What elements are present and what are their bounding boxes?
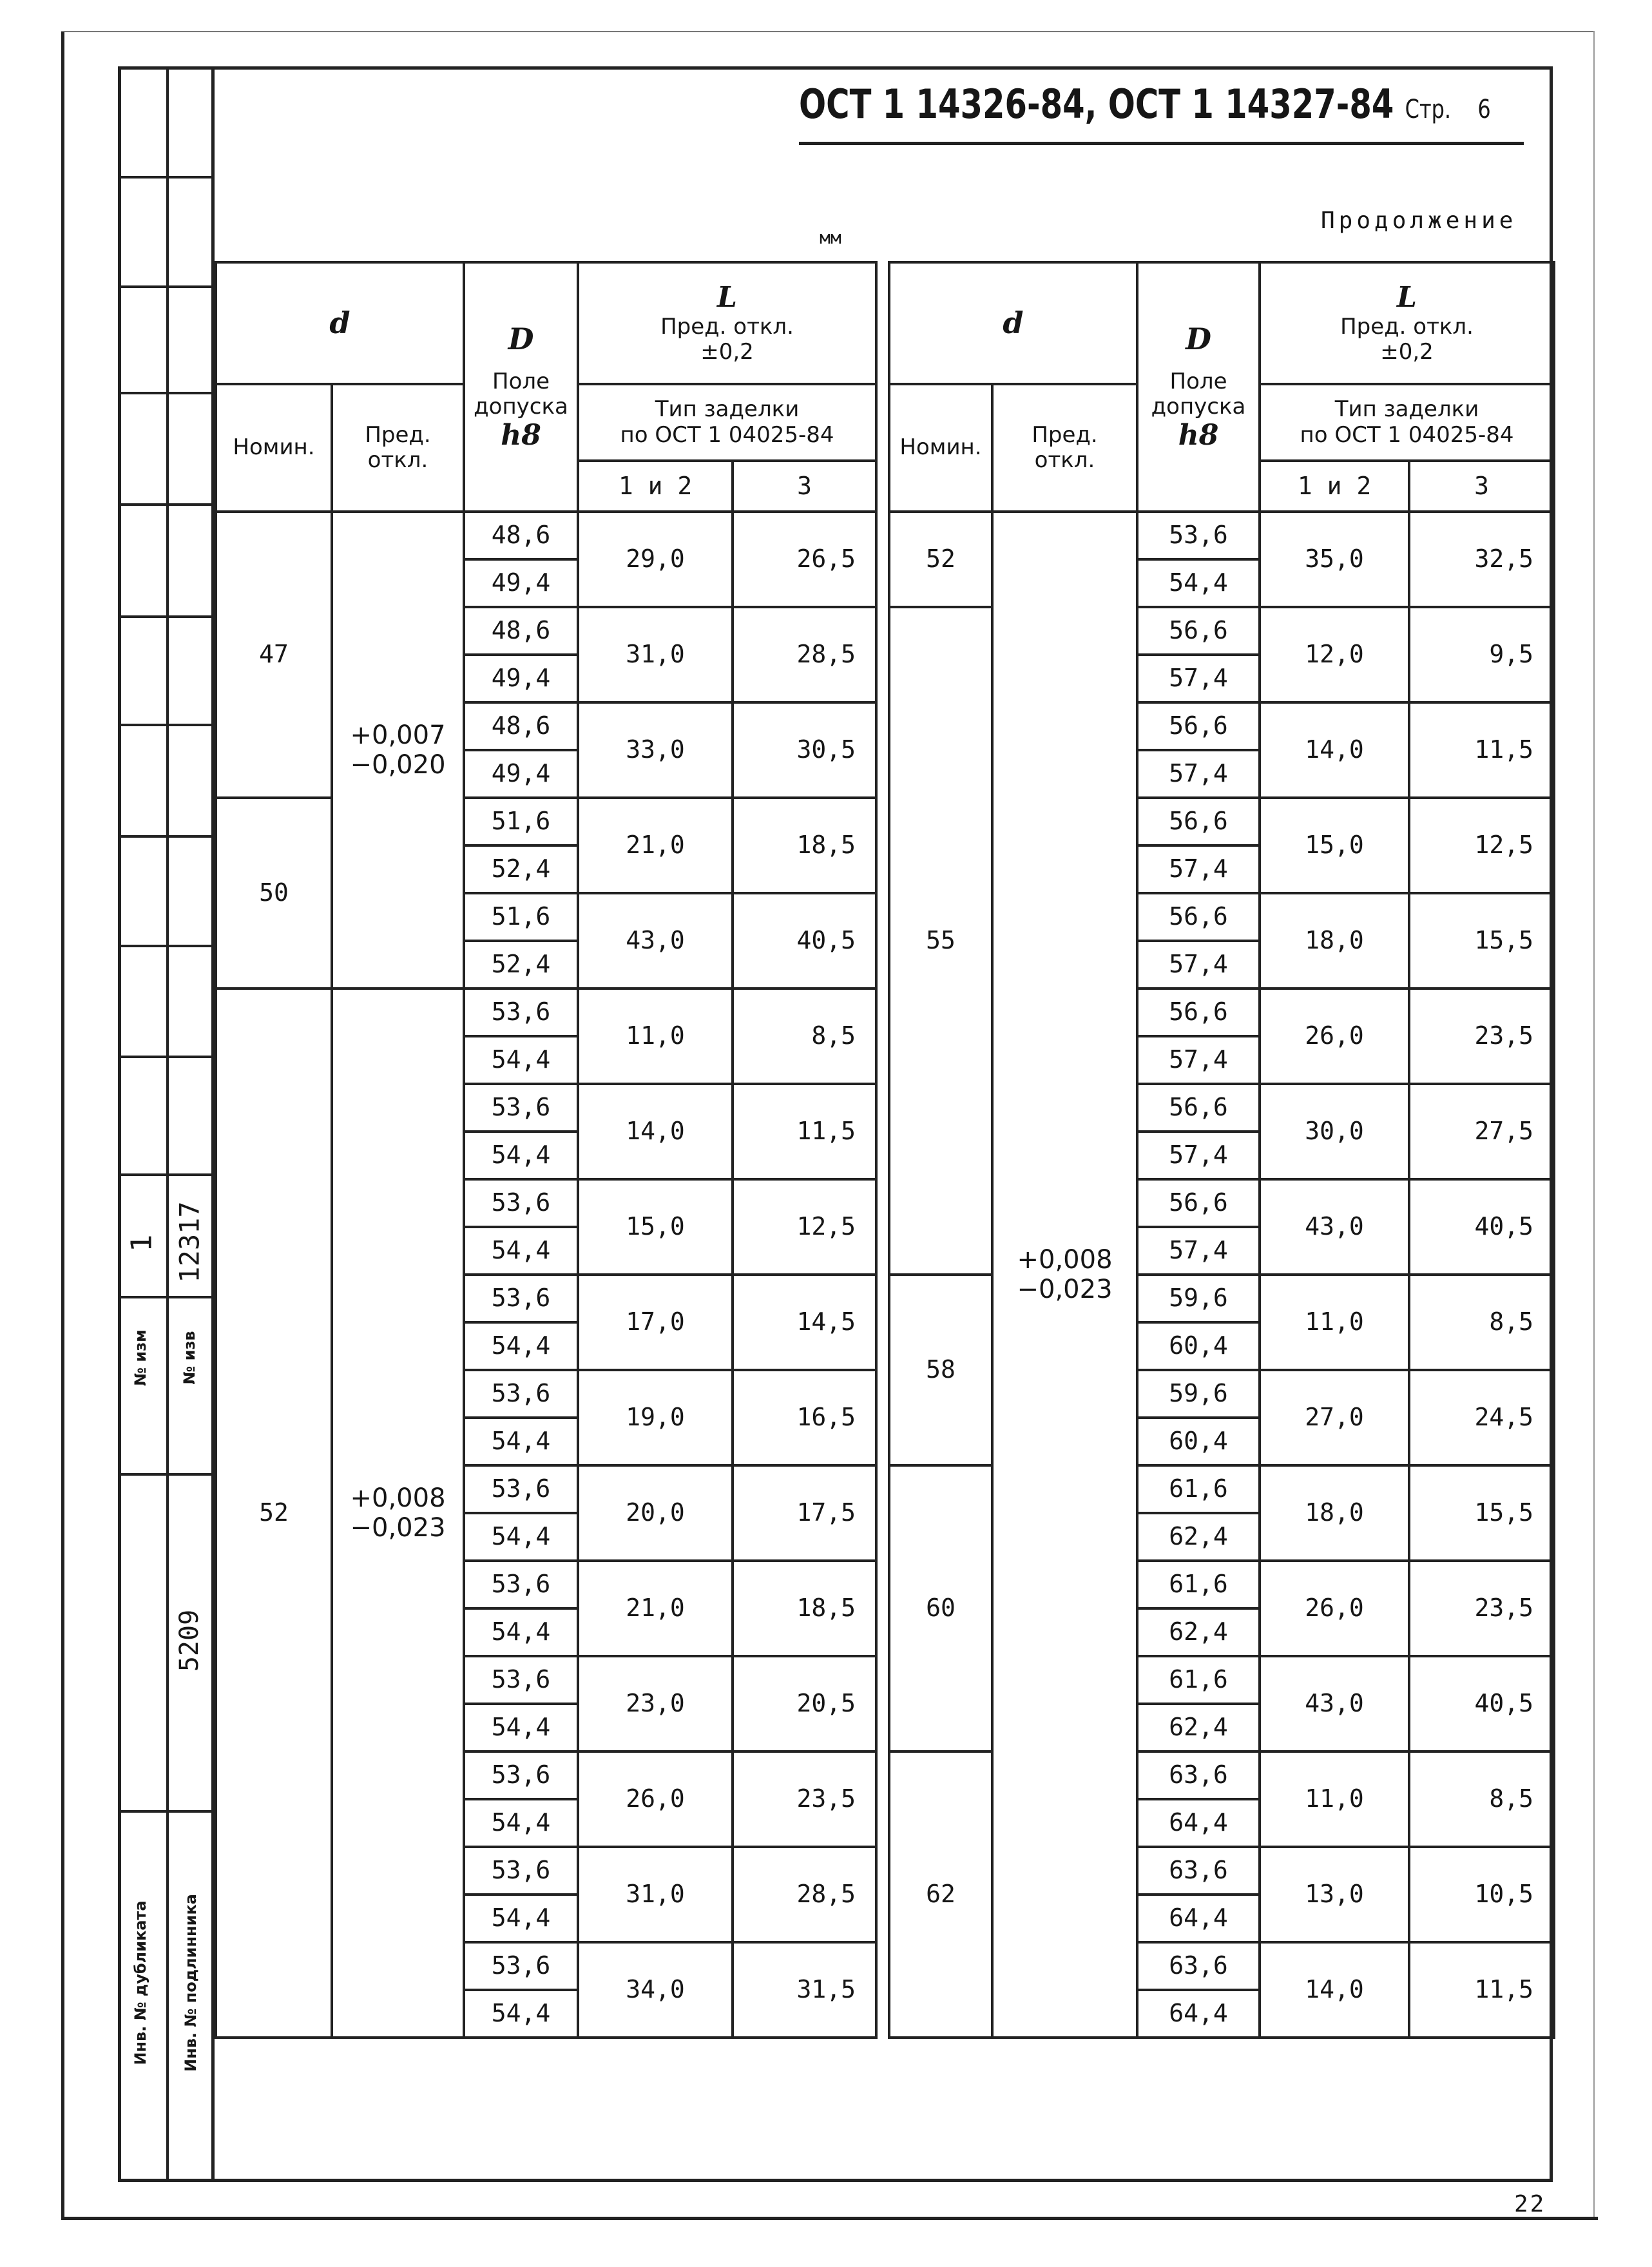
left-table xyxy=(215,261,878,2039)
left-D-lower: 49,4 xyxy=(464,750,578,798)
left-L-type3: 11,5 xyxy=(733,1084,876,1179)
left-L-type12: 26,0 xyxy=(578,1751,733,1847)
right-table xyxy=(888,261,1555,2039)
left-L-type12: 20,0 xyxy=(578,1465,733,1561)
right-L-type12: 18,0 xyxy=(1260,893,1409,989)
right-L-type12: 13,0 xyxy=(1260,1847,1409,1942)
left-D-upper: 53,6 xyxy=(464,1561,578,1608)
right-D-upper: 56,6 xyxy=(1137,1084,1260,1132)
right-L-type3: 23,5 xyxy=(1409,1561,1554,1656)
left-L-type3: 30,5 xyxy=(733,702,876,798)
right-D-lower: 62,4 xyxy=(1137,1608,1260,1656)
right-L-type3: 8,5 xyxy=(1409,1751,1554,1847)
right-D-lower: 57,4 xyxy=(1137,1132,1260,1179)
right-L-type3: 11,5 xyxy=(1409,1942,1554,2038)
right-L-type12: 26,0 xyxy=(1260,989,1409,1084)
left-L-type3: 14,5 xyxy=(733,1275,876,1370)
table-row xyxy=(216,512,876,559)
header-underline xyxy=(799,142,1524,145)
left-D-upper: 51,6 xyxy=(464,798,578,845)
dev-header: Пред. откл. xyxy=(332,384,464,512)
units-label: мм xyxy=(820,227,841,248)
right-L-type12: 18,0 xyxy=(1260,1465,1409,1561)
inv-dup-value: 5209 xyxy=(175,1609,204,1672)
right-L-type3: 40,5 xyxy=(1409,1179,1554,1275)
right-D-upper: 56,6 xyxy=(1137,702,1260,750)
page-number: 6 xyxy=(1477,95,1491,124)
right-D-upper: 63,6 xyxy=(1137,1751,1260,1799)
left-L-type3: 26,5 xyxy=(733,512,876,607)
left-deviation: +0,008 −0,023 xyxy=(332,989,464,2038)
left-L-type3: 18,5 xyxy=(733,1561,876,1656)
left-nominal: 47 xyxy=(216,512,332,798)
left-D-lower: 54,4 xyxy=(464,1704,578,1751)
d-header: d xyxy=(216,262,464,384)
left-D-upper: 53,6 xyxy=(464,1370,578,1418)
right-L-type3: 24,5 xyxy=(1409,1370,1554,1465)
document-header xyxy=(799,81,1491,128)
right-L-type3: 27,5 xyxy=(1409,1084,1554,1179)
right-L-type12: 11,0 xyxy=(1260,1751,1409,1847)
right-D-lower: 62,4 xyxy=(1137,1513,1260,1561)
left-L-type12: 23,0 xyxy=(578,1656,733,1751)
page-label: Стр. xyxy=(1405,95,1452,124)
right-D-lower: 64,4 xyxy=(1137,1799,1260,1847)
right-L-type12: 26,0 xyxy=(1260,1561,1409,1656)
left-D-upper: 53,6 xyxy=(464,1847,578,1895)
left-L-type3: 20,5 xyxy=(733,1656,876,1751)
left-L-type12: 11,0 xyxy=(578,989,733,1084)
left-L-type3: 23,5 xyxy=(733,1751,876,1847)
left-D-lower: 54,4 xyxy=(464,1895,578,1942)
left-nominal: 52 xyxy=(216,989,332,2038)
d-header-right: d xyxy=(889,262,1137,384)
table-row xyxy=(889,607,1554,655)
right-D-lower: 60,4 xyxy=(1137,1322,1260,1370)
left-D-upper: 53,6 xyxy=(464,1275,578,1322)
left-L-type3: 31,5 xyxy=(733,1942,876,2038)
right-L-type12: 43,0 xyxy=(1260,1656,1409,1751)
right-L-type12: 43,0 xyxy=(1260,1179,1409,1275)
left-deviation: +0,007 −0,020 xyxy=(332,512,464,989)
left-D-upper: 53,6 xyxy=(464,1942,578,1990)
right-D-upper: 56,6 xyxy=(1137,1179,1260,1227)
L-header: L Пред. откл. ±0,2 xyxy=(578,262,876,384)
right-D-lower: 57,4 xyxy=(1137,1227,1260,1275)
right-L-type3: 12,5 xyxy=(1409,798,1554,893)
right-D-upper: 61,6 xyxy=(1137,1561,1260,1608)
right-D-lower: 57,4 xyxy=(1137,655,1260,702)
right-D-upper: 61,6 xyxy=(1137,1465,1260,1513)
left-L-type12: 34,0 xyxy=(578,1942,733,2038)
sheet-number: 22 xyxy=(1514,2191,1546,2217)
table-row xyxy=(889,1465,1554,1513)
right-D-upper: 63,6 xyxy=(1137,1847,1260,1895)
left-D-lower: 54,4 xyxy=(464,1418,578,1465)
right-D-upper: 63,6 xyxy=(1137,1942,1260,1990)
right-D-lower: 60,4 xyxy=(1137,1418,1260,1465)
left-L-type3: 12,5 xyxy=(733,1179,876,1275)
right-L-type3: 8,5 xyxy=(1409,1275,1554,1370)
right-L-type3: 15,5 xyxy=(1409,1465,1554,1561)
left-D-upper: 53,6 xyxy=(464,1751,578,1799)
left-D-lower: 52,4 xyxy=(464,941,578,989)
izv-label: № изв xyxy=(180,1331,198,1385)
D-header: D Поле допуска h8 xyxy=(464,262,578,512)
table-row xyxy=(889,1751,1554,1799)
left-D-upper: 48,6 xyxy=(464,512,578,559)
left-D-upper: 53,6 xyxy=(464,1179,578,1227)
right-L-type12: 11,0 xyxy=(1260,1275,1409,1370)
left-L-type3: 16,5 xyxy=(733,1370,876,1465)
left-L-type12: 29,0 xyxy=(578,512,733,607)
left-D-lower: 54,4 xyxy=(464,1799,578,1847)
right-D-lower: 64,4 xyxy=(1137,1990,1260,2038)
left-D-lower: 54,4 xyxy=(464,1990,578,2038)
left-L-type3: 18,5 xyxy=(733,798,876,893)
right-D-lower: 57,4 xyxy=(1137,941,1260,989)
izm-value: 1 xyxy=(125,1233,158,1252)
right-nominal: 58 xyxy=(889,1275,992,1465)
left-D-lower: 54,4 xyxy=(464,1322,578,1370)
right-D-upper: 56,6 xyxy=(1137,607,1260,655)
left-D-lower: 49,4 xyxy=(464,655,578,702)
left-L-type3: 17,5 xyxy=(733,1465,876,1561)
left-D-lower: 49,4 xyxy=(464,559,578,607)
right-D-lower: 57,4 xyxy=(1137,1036,1260,1084)
right-L-type3: 10,5 xyxy=(1409,1847,1554,1942)
nomin-header-right: Номин. xyxy=(889,384,992,512)
right-nominal: 52 xyxy=(889,512,992,607)
type12-header-right: 1 и 2 xyxy=(1260,461,1409,512)
left-D-lower: 52,4 xyxy=(464,845,578,893)
table-row xyxy=(216,989,876,1036)
type3-header: 3 xyxy=(733,461,876,512)
left-D-upper: 53,6 xyxy=(464,1465,578,1513)
continuation-label: Продолжение xyxy=(1321,207,1517,234)
left-D-lower: 54,4 xyxy=(464,1608,578,1656)
mount-header-right: Тип заделки по ОСТ 1 04025-84 xyxy=(1260,384,1554,461)
nomin-header: Номин. xyxy=(216,384,332,512)
left-L-type12: 17,0 xyxy=(578,1275,733,1370)
right-L-type12: 12,0 xyxy=(1260,607,1409,702)
left-D-lower: 54,4 xyxy=(464,1036,578,1084)
right-L-type12: 14,0 xyxy=(1260,1942,1409,2038)
left-L-type12: 21,0 xyxy=(578,798,733,893)
right-D-upper: 61,6 xyxy=(1137,1656,1260,1704)
right-L-type3: 9,5 xyxy=(1409,607,1554,702)
left-L-type12: 31,0 xyxy=(578,1847,733,1942)
left-L-type3: 28,5 xyxy=(733,1847,876,1942)
left-D-lower: 54,4 xyxy=(464,1132,578,1179)
izv-value: 12317 xyxy=(173,1201,206,1283)
right-L-type3: 11,5 xyxy=(1409,702,1554,798)
left-D-upper: 51,6 xyxy=(464,893,578,941)
right-deviation: +0,008 −0,023 xyxy=(992,512,1137,2038)
right-D-lower: 54,4 xyxy=(1137,559,1260,607)
side-strip xyxy=(118,66,215,2182)
left-D-lower: 54,4 xyxy=(464,1513,578,1561)
left-D-upper: 53,6 xyxy=(464,1656,578,1704)
right-D-lower: 62,4 xyxy=(1137,1704,1260,1751)
right-nominal: 55 xyxy=(889,607,992,1275)
right-L-type3: 32,5 xyxy=(1409,512,1554,607)
left-D-upper: 48,6 xyxy=(464,702,578,750)
right-nominal: 60 xyxy=(889,1465,992,1751)
right-D-upper: 56,6 xyxy=(1137,798,1260,845)
right-L-type3: 15,5 xyxy=(1409,893,1554,989)
right-D-upper: 53,6 xyxy=(1137,512,1260,559)
izm-label: № изм xyxy=(131,1329,149,1386)
left-L-type12: 31,0 xyxy=(578,607,733,702)
table-row xyxy=(889,512,1554,559)
left-L-type12: 33,0 xyxy=(578,702,733,798)
left-D-upper: 53,6 xyxy=(464,989,578,1036)
left-L-type12: 21,0 xyxy=(578,1561,733,1656)
right-D-lower: 64,4 xyxy=(1137,1895,1260,1942)
D-header-right: D Поле допуска h8 xyxy=(1137,262,1260,512)
left-L-type12: 14,0 xyxy=(578,1084,733,1179)
right-L-type3: 40,5 xyxy=(1409,1656,1554,1751)
right-D-upper: 56,6 xyxy=(1137,989,1260,1036)
standard-number: ОСТ 1 14326-84, ОСТ 1 14327-84 xyxy=(799,81,1394,128)
left-D-lower: 54,4 xyxy=(464,1227,578,1275)
mount-header: Тип заделки по ОСТ 1 04025-84 xyxy=(578,384,876,461)
left-L-type3: 40,5 xyxy=(733,893,876,989)
type3-header-right: 3 xyxy=(1409,461,1554,512)
L-header-right: L Пред. откл. ±0,2 xyxy=(1260,262,1554,384)
inv-orig-label: Инв. № подлинника xyxy=(182,1894,200,2072)
table-row xyxy=(889,1275,1554,1322)
left-L-type3: 8,5 xyxy=(733,989,876,1084)
right-D-upper: 59,6 xyxy=(1137,1275,1260,1322)
right-L-type12: 35,0 xyxy=(1260,512,1409,607)
left-L-type12: 19,0 xyxy=(578,1370,733,1465)
right-L-type12: 30,0 xyxy=(1260,1084,1409,1179)
right-L-type12: 27,0 xyxy=(1260,1370,1409,1465)
dev-header-right: Пред. откл. xyxy=(992,384,1137,512)
inv-dup-label: Инв. № дубликата xyxy=(131,1900,149,2065)
right-D-lower: 57,4 xyxy=(1137,845,1260,893)
left-L-type12: 43,0 xyxy=(578,893,733,989)
left-L-type3: 28,5 xyxy=(733,607,876,702)
left-nominal: 50 xyxy=(216,798,332,989)
left-L-type12: 15,0 xyxy=(578,1179,733,1275)
right-L-type3: 23,5 xyxy=(1409,989,1554,1084)
right-L-type12: 14,0 xyxy=(1260,702,1409,798)
right-L-type12: 15,0 xyxy=(1260,798,1409,893)
right-nominal: 62 xyxy=(889,1751,992,2038)
right-D-upper: 56,6 xyxy=(1137,893,1260,941)
left-D-upper: 48,6 xyxy=(464,607,578,655)
left-D-upper: 53,6 xyxy=(464,1084,578,1132)
right-D-upper: 59,6 xyxy=(1137,1370,1260,1418)
type12-header: 1 и 2 xyxy=(578,461,733,512)
table-row xyxy=(216,798,876,845)
right-D-lower: 57,4 xyxy=(1137,750,1260,798)
